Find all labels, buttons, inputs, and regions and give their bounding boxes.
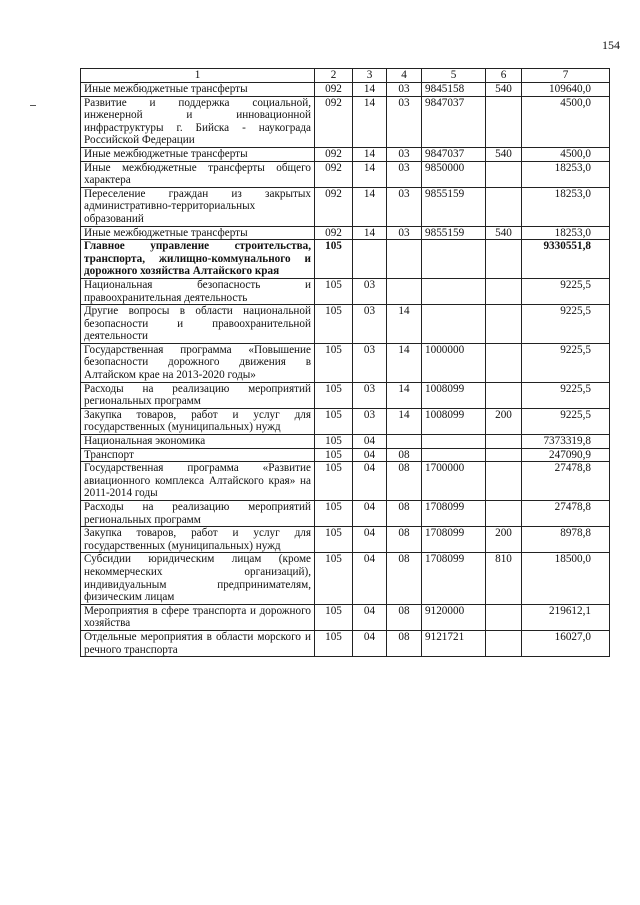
table-row: [81, 462, 610, 501]
row-amount: 4500,0: [522, 147, 610, 161]
row-name: Отдельные мероприятия в области морского и речного транспорта: [81, 630, 315, 656]
table-row: [81, 343, 610, 382]
row-amount: 27478,8: [522, 462, 610, 501]
row-name: Национальная экономика: [81, 435, 315, 449]
row-code-article: 9120000: [422, 604, 486, 630]
table-row: [81, 147, 610, 161]
row-code-ministry: 092: [315, 161, 353, 187]
row-code-subsection: [387, 240, 422, 279]
row-name: Иные межбюджетные трансферты: [81, 226, 315, 240]
row-code-expense-type: 540: [486, 147, 522, 161]
row-code-article: 9855159: [422, 226, 486, 240]
row-code-subsection: 08: [387, 630, 422, 656]
row-code-ministry: 105: [315, 343, 353, 382]
row-code-subsection: 03: [387, 161, 422, 187]
row-amount: 9225,5: [522, 343, 610, 382]
row-name: Закупка товаров, работ и услуг для государственных (муниципальных) нужд: [81, 527, 315, 553]
table-row: [81, 161, 610, 187]
header-cell: 7: [522, 69, 610, 83]
row-code-section: 04: [353, 527, 387, 553]
row-code-subsection: 14: [387, 382, 422, 408]
row-code-article: 1008099: [422, 382, 486, 408]
row-amount: 9225,5: [522, 278, 610, 304]
row-code-article: 1708099: [422, 501, 486, 527]
row-name: Мероприятия в сфере транспорта и дорожного хозяйства: [81, 604, 315, 630]
row-code-expense-type: 200: [486, 408, 522, 434]
row-name: Другие вопросы в области национальной безопасности и правоохранительной деятельности: [81, 305, 315, 344]
row-code-article: 9850000: [422, 161, 486, 187]
row-code-article: [422, 278, 486, 304]
row-code-expense-type: [486, 501, 522, 527]
row-code-expense-type: [486, 305, 522, 344]
row-code-subsection: [387, 278, 422, 304]
row-name: Государственная программа «Повышение безопасности дорожного движения в Алтайском крае на 2013-2020 годы»: [81, 343, 315, 382]
row-code-subsection: [387, 435, 422, 449]
row-amount: 247090,9: [522, 448, 610, 462]
row-code-subsection: 14: [387, 343, 422, 382]
row-name: Субсидии юридическим лицам (кроме некоммерческих организаций), индивидуальным предпринимателям, физическим лицам: [81, 553, 315, 604]
row-code-article: 9855159: [422, 187, 486, 226]
row-amount: 9225,5: [522, 305, 610, 344]
row-code-ministry: 105: [315, 527, 353, 553]
row-code-subsection: 03: [387, 147, 422, 161]
row-code-article: 1708099: [422, 553, 486, 604]
row-code-subsection: 03: [387, 226, 422, 240]
row-code-expense-type: 200: [486, 527, 522, 553]
row-amount: 9225,5: [522, 408, 610, 434]
row-code-expense-type: [486, 382, 522, 408]
row-code-expense-type: [486, 630, 522, 656]
row-name: Расходы на реализацию мероприятий региональных программ: [81, 501, 315, 527]
row-code-ministry: 105: [315, 305, 353, 344]
row-code-subsection: 08: [387, 501, 422, 527]
row-code-article: [422, 240, 486, 279]
row-amount: 8978,8: [522, 527, 610, 553]
row-code-subsection: 08: [387, 462, 422, 501]
table-row: [81, 187, 610, 226]
row-code-article: 9847037: [422, 147, 486, 161]
row-amount: 9225,5: [522, 382, 610, 408]
row-code-section: 14: [353, 147, 387, 161]
row-code-ministry: 092: [315, 96, 353, 147]
row-code-section: [353, 240, 387, 279]
row-code-section: 14: [353, 96, 387, 147]
row-code-expense-type: [486, 278, 522, 304]
row-code-section: 03: [353, 278, 387, 304]
table-row: [81, 382, 610, 408]
row-amount: 18253,0: [522, 161, 610, 187]
header-row: [81, 69, 610, 83]
row-name: Развитие и поддержка социальной, инженерной и инновационной инфраструктуры г. Бийска - наукограда Российской Федерации: [81, 96, 315, 147]
row-amount: 18500,0: [522, 553, 610, 604]
budget-table: [80, 68, 610, 657]
table-row: [81, 278, 610, 304]
row-code-subsection: 14: [387, 408, 422, 434]
row-code-section: 03: [353, 343, 387, 382]
row-code-ministry: 092: [315, 226, 353, 240]
row-code-article: [422, 435, 486, 449]
row-code-expense-type: [486, 343, 522, 382]
margin-mark: [30, 105, 36, 106]
row-code-ministry: 092: [315, 187, 353, 226]
row-code-section: 04: [353, 501, 387, 527]
row-code-article: 9121721: [422, 630, 486, 656]
table-row: [81, 501, 610, 527]
row-name: Национальная безопасность и правоохранительная деятельность: [81, 278, 315, 304]
row-code-expense-type: 810: [486, 553, 522, 604]
row-name: Главное управление строительства, транспорта, жилищно-коммунального и дорожного хозяйства Алтайского края: [81, 240, 315, 279]
row-code-ministry: 105: [315, 278, 353, 304]
row-code-section: 14: [353, 161, 387, 187]
table-row: [81, 226, 610, 240]
row-code-article: 1700000: [422, 462, 486, 501]
table-row: [81, 83, 610, 97]
row-code-ministry: 105: [315, 408, 353, 434]
row-code-ministry: 105: [315, 501, 353, 527]
row-code-expense-type: [486, 96, 522, 147]
row-code-section: 04: [353, 462, 387, 501]
row-name: Иные межбюджетные трансферты общего характера: [81, 161, 315, 187]
row-name: Иные межбюджетные трансферты: [81, 147, 315, 161]
table-row: [81, 408, 610, 434]
table-row: [81, 96, 610, 147]
row-code-subsection: 08: [387, 604, 422, 630]
row-code-expense-type: [486, 240, 522, 279]
row-code-article: [422, 448, 486, 462]
row-code-section: 03: [353, 382, 387, 408]
row-amount: 4500,0: [522, 96, 610, 147]
row-name: Закупка товаров, работ и услуг для государственных (муниципальных) нужд: [81, 408, 315, 434]
row-amount: 27478,8: [522, 501, 610, 527]
row-code-expense-type: [486, 448, 522, 462]
row-code-subsection: 14: [387, 305, 422, 344]
table-row: [81, 448, 610, 462]
row-code-expense-type: [486, 462, 522, 501]
row-amount: 7373319,8: [522, 435, 610, 449]
row-code-ministry: 092: [315, 147, 353, 161]
row-code-ministry: 105: [315, 448, 353, 462]
header-cell: 1: [81, 69, 315, 83]
row-code-section: 04: [353, 435, 387, 449]
row-code-ministry: 105: [315, 553, 353, 604]
row-code-ministry: 105: [315, 240, 353, 279]
header-cell: 6: [486, 69, 522, 83]
row-code-subsection: 03: [387, 96, 422, 147]
row-code-expense-type: 540: [486, 226, 522, 240]
table-row: [81, 240, 610, 279]
row-code-ministry: 105: [315, 462, 353, 501]
table-row: [81, 604, 610, 630]
row-code-section: 03: [353, 408, 387, 434]
row-code-article: [422, 305, 486, 344]
row-code-section: 03: [353, 305, 387, 344]
row-code-section: 04: [353, 630, 387, 656]
row-name: Транспорт: [81, 448, 315, 462]
row-code-subsection: 08: [387, 448, 422, 462]
row-amount: 18253,0: [522, 187, 610, 226]
row-code-article: 1000000: [422, 343, 486, 382]
row-code-section: 04: [353, 553, 387, 604]
table-row: [81, 630, 610, 656]
row-code-expense-type: [486, 187, 522, 226]
row-amount: 219612,1: [522, 604, 610, 630]
row-code-article: 9845158: [422, 83, 486, 97]
row-code-article: 1708099: [422, 527, 486, 553]
row-code-ministry: 092: [315, 83, 353, 97]
row-amount: 18253,0: [522, 226, 610, 240]
row-code-ministry: 105: [315, 630, 353, 656]
row-code-section: 04: [353, 604, 387, 630]
row-name: Расходы на реализацию мероприятий региональных программ: [81, 382, 315, 408]
row-code-subsection: 03: [387, 187, 422, 226]
row-code-article: 9847037: [422, 96, 486, 147]
row-code-subsection: 03: [387, 83, 422, 97]
row-code-ministry: 105: [315, 382, 353, 408]
table-row: [81, 305, 610, 344]
header-cell: 4: [387, 69, 422, 83]
row-code-subsection: 08: [387, 553, 422, 604]
header-cell: 5: [422, 69, 486, 83]
row-amount: 16027,0: [522, 630, 610, 656]
table-row: [81, 553, 610, 604]
table-row: [81, 527, 610, 553]
header-cell: 3: [353, 69, 387, 83]
row-code-section: 14: [353, 83, 387, 97]
row-code-ministry: 105: [315, 604, 353, 630]
row-code-section: 04: [353, 448, 387, 462]
row-code-subsection: 08: [387, 527, 422, 553]
row-amount: 109640,0: [522, 83, 610, 97]
header-cell: 2: [315, 69, 353, 83]
row-code-article: 1008099: [422, 408, 486, 434]
row-code-expense-type: [486, 435, 522, 449]
row-code-ministry: 105: [315, 435, 353, 449]
row-code-section: 14: [353, 226, 387, 240]
row-name: Переселение граждан из закрытых административно-территориальных образований: [81, 187, 315, 226]
row-amount: 9330551,8: [522, 240, 610, 279]
row-name: Иные межбюджетные трансферты: [81, 83, 315, 97]
row-code-expense-type: [486, 604, 522, 630]
row-code-expense-type: [486, 161, 522, 187]
row-code-expense-type: 540: [486, 83, 522, 97]
page-number: 154: [602, 38, 620, 52]
table-row: [81, 435, 610, 449]
row-name: Государственная программа «Развитие авиационного комплекса Алтайского края» на 2011-2014 годы: [81, 462, 315, 501]
row-code-section: 14: [353, 187, 387, 226]
